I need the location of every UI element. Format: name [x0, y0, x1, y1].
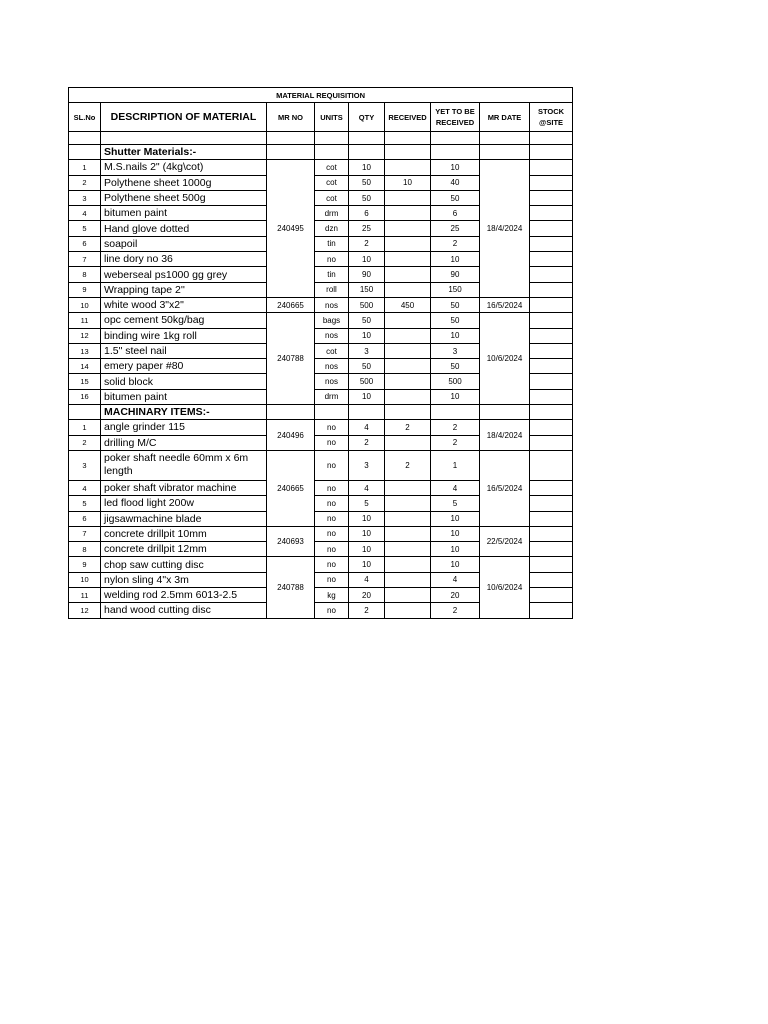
units-cell: no — [315, 450, 349, 480]
sl-cell: 9 — [69, 557, 101, 572]
machinery-section-row — [69, 405, 573, 420]
received-cell — [385, 542, 431, 557]
units-cell: drm — [315, 389, 349, 404]
yet-to-be-received-cell: 50 — [431, 190, 480, 205]
units-cell: no — [315, 511, 349, 526]
description-cell: Hand glove dotted — [101, 221, 267, 236]
qty-cell: 5 — [349, 496, 385, 511]
received-cell — [385, 267, 431, 282]
section-blank-cell — [267, 145, 315, 160]
stock-cell — [530, 572, 573, 587]
received-cell: 450 — [385, 297, 431, 312]
yet-to-be-received-cell: 40 — [431, 175, 480, 190]
qty-cell: 10 — [349, 542, 385, 557]
yet-to-be-received-cell: 10 — [431, 252, 480, 267]
mr-no-cell: 240788 — [267, 313, 315, 405]
yet-to-be-received-cell: 3 — [431, 343, 480, 358]
sl-cell: 16 — [69, 389, 101, 404]
stock-cell — [530, 511, 573, 526]
received-cell — [385, 206, 431, 221]
received-cell — [385, 389, 431, 404]
qty-cell: 10 — [349, 511, 385, 526]
yet-to-be-received-cell: 150 — [431, 282, 480, 297]
header-sl: SL.No — [69, 103, 101, 132]
stock-cell — [530, 420, 573, 435]
qty-cell: 2 — [349, 603, 385, 618]
units-cell: no — [315, 572, 349, 587]
mr-date-cell: 18/4/2024 — [480, 420, 530, 451]
qty-cell: 10 — [349, 328, 385, 343]
sl-cell: 7 — [69, 526, 101, 541]
received-cell — [385, 588, 431, 603]
qty-cell: 150 — [349, 282, 385, 297]
mr-no-cell: 240665 — [267, 450, 315, 526]
units-cell: nos — [315, 359, 349, 374]
units-cell: no — [315, 557, 349, 572]
qty-cell: 10 — [349, 526, 385, 541]
description-cell: jigsawmachine blade — [101, 511, 267, 526]
units-cell: nos — [315, 374, 349, 389]
units-cell: nos — [315, 297, 349, 312]
mr-date-cell: 22/5/2024 — [480, 526, 530, 557]
description-cell: chop saw cutting disc — [101, 557, 267, 572]
units-cell: no — [315, 435, 349, 450]
sl-cell: 9 — [69, 282, 101, 297]
description-cell: bitumen paint — [101, 206, 267, 221]
units-cell: no — [315, 252, 349, 267]
table-row — [69, 313, 573, 328]
yet-to-be-received-cell: 2 — [431, 420, 480, 435]
mr-no-cell: 240496 — [267, 420, 315, 451]
description-cell: Polythene sheet 1000g — [101, 175, 267, 190]
sl-cell: 10 — [69, 297, 101, 312]
yet-to-be-received-cell: 4 — [431, 480, 480, 495]
description-cell: opc cement 50kg/bag — [101, 313, 267, 328]
qty-cell: 50 — [349, 313, 385, 328]
material-requisition-table — [68, 87, 573, 619]
units-cell: no — [315, 526, 349, 541]
table-row — [69, 297, 573, 312]
description-cell: M.S.nails 2" (4kg\cot) — [101, 160, 267, 175]
header-qty: QTY — [349, 103, 385, 132]
qty-cell: 6 — [349, 206, 385, 221]
sl-cell: 8 — [69, 542, 101, 557]
sl-cell: 3 — [69, 190, 101, 205]
section-blank-cell — [315, 145, 349, 160]
description-cell: line dory no 36 — [101, 252, 267, 267]
yet-to-be-received-cell: 10 — [431, 526, 480, 541]
table-row — [69, 420, 573, 435]
sl-cell: 15 — [69, 374, 101, 389]
stock-cell — [530, 389, 573, 404]
qty-cell: 50 — [349, 359, 385, 374]
yet-to-be-received-cell: 10 — [431, 389, 480, 404]
stock-cell — [530, 557, 573, 572]
description-cell: concrete drillpit 12mm — [101, 542, 267, 557]
sl-cell: 1 — [69, 160, 101, 175]
header-units: UNITS — [315, 103, 349, 132]
description-cell: soapoil — [101, 236, 267, 251]
yet-to-be-received-cell: 20 — [431, 588, 480, 603]
header-yet-to-be-received: YET TO BE RECEIVED — [431, 103, 480, 132]
section-sl-blank — [69, 405, 101, 420]
yet-to-be-received-cell: 2 — [431, 435, 480, 450]
received-cell — [385, 526, 431, 541]
mr-no-cell: 240665 — [267, 297, 315, 312]
qty-cell: 2 — [349, 435, 385, 450]
stock-cell — [530, 206, 573, 221]
stock-cell — [530, 297, 573, 312]
units-cell: no — [315, 542, 349, 557]
units-cell: nos — [315, 328, 349, 343]
received-cell — [385, 252, 431, 267]
section-blank-cell — [431, 145, 480, 160]
description-cell: poker shaft needle 60mm x 6m length — [101, 450, 267, 480]
yet-to-be-received-cell: 10 — [431, 160, 480, 175]
stock-cell — [530, 343, 573, 358]
qty-cell: 3 — [349, 450, 385, 480]
stock-cell — [530, 450, 573, 480]
qty-cell: 25 — [349, 221, 385, 236]
yet-to-be-received-cell: 25 — [431, 221, 480, 236]
sl-cell: 7 — [69, 252, 101, 267]
units-cell: no — [315, 496, 349, 511]
units-cell: cot — [315, 343, 349, 358]
received-cell — [385, 603, 431, 618]
received-cell — [385, 480, 431, 495]
sl-cell: 10 — [69, 572, 101, 587]
section-blank-cell — [315, 405, 349, 420]
qty-cell: 10 — [349, 389, 385, 404]
stock-cell — [530, 359, 573, 374]
sl-cell: 8 — [69, 267, 101, 282]
shutter-section-row — [69, 145, 573, 160]
yet-to-be-received-cell: 10 — [431, 511, 480, 526]
units-cell: no — [315, 480, 349, 495]
qty-cell: 50 — [349, 190, 385, 205]
section-blank-cell — [530, 405, 573, 420]
table-row — [69, 557, 573, 572]
shutter-section-label: Shutter Materials:- — [101, 145, 267, 160]
qty-cell: 10 — [349, 160, 385, 175]
yet-to-be-received-cell: 50 — [431, 313, 480, 328]
machinery-section-label: MACHINARY ITEMS:- — [101, 405, 267, 420]
sheet-title: MATERIAL REQUISITION — [69, 88, 573, 103]
mr-date-cell: 10/6/2024 — [480, 313, 530, 405]
received-cell — [385, 160, 431, 175]
title-row — [69, 88, 573, 103]
qty-cell: 20 — [349, 588, 385, 603]
received-cell — [385, 572, 431, 587]
units-cell: cot — [315, 175, 349, 190]
description-cell: Polythene sheet 500g — [101, 190, 267, 205]
qty-cell: 2 — [349, 236, 385, 251]
qty-cell: 3 — [349, 343, 385, 358]
received-cell — [385, 359, 431, 374]
qty-cell: 10 — [349, 557, 385, 572]
units-cell: tin — [315, 236, 349, 251]
units-cell: kg — [315, 588, 349, 603]
description-cell: bitumen paint — [101, 389, 267, 404]
units-cell: roll — [315, 282, 349, 297]
qty-cell: 10 — [349, 252, 385, 267]
stock-cell — [530, 160, 573, 175]
received-cell — [385, 190, 431, 205]
section-blank-cell — [530, 145, 573, 160]
stock-cell — [530, 480, 573, 495]
sl-cell: 2 — [69, 175, 101, 190]
description-cell: 1.5" steel nail — [101, 343, 267, 358]
units-cell: bags — [315, 313, 349, 328]
table-row — [69, 450, 573, 480]
stock-cell — [530, 267, 573, 282]
description-cell: emery paper #80 — [101, 359, 267, 374]
description-cell: binding wire 1kg roll — [101, 328, 267, 343]
section-blank-cell — [385, 405, 431, 420]
stock-cell — [530, 526, 573, 541]
received-cell — [385, 496, 431, 511]
section-blank-cell — [431, 405, 480, 420]
qty-cell: 50 — [349, 175, 385, 190]
table-row — [69, 160, 573, 175]
stock-cell — [530, 190, 573, 205]
section-sl-blank — [69, 145, 101, 160]
sl-cell: 12 — [69, 328, 101, 343]
stock-cell — [530, 435, 573, 450]
header-received: RECEIVED — [385, 103, 431, 132]
received-cell — [385, 557, 431, 572]
mr-date-cell: 10/6/2024 — [480, 557, 530, 618]
received-cell — [385, 511, 431, 526]
description-cell: nylon sling 4"x 3m — [101, 572, 267, 587]
stock-cell — [530, 282, 573, 297]
yet-to-be-received-cell: 50 — [431, 297, 480, 312]
description-cell: concrete drillpit 10mm — [101, 526, 267, 541]
yet-to-be-received-cell: 5 — [431, 496, 480, 511]
sl-cell: 5 — [69, 496, 101, 511]
received-cell — [385, 282, 431, 297]
header-mr-date: MR DATE — [480, 103, 530, 132]
received-cell: 2 — [385, 450, 431, 480]
mr-no-cell: 240495 — [267, 160, 315, 298]
section-blank-cell — [480, 405, 530, 420]
yet-to-be-received-cell: 10 — [431, 557, 480, 572]
sl-cell: 1 — [69, 420, 101, 435]
sl-cell: 5 — [69, 221, 101, 236]
yet-to-be-received-cell: 6 — [431, 206, 480, 221]
description-cell: hand wood cutting disc — [101, 603, 267, 618]
stock-cell — [530, 496, 573, 511]
stock-cell — [530, 313, 573, 328]
qty-cell: 4 — [349, 480, 385, 495]
yet-to-be-received-cell: 10 — [431, 328, 480, 343]
description-cell: weberseal ps1000 gg grey — [101, 267, 267, 282]
header-row — [69, 103, 573, 132]
mr-no-cell: 240788 — [267, 557, 315, 618]
stock-cell — [530, 236, 573, 251]
header-mr-no: MR NO — [267, 103, 315, 132]
received-cell — [385, 221, 431, 236]
sl-cell: 3 — [69, 450, 101, 480]
received-cell — [385, 374, 431, 389]
section-blank-cell — [349, 405, 385, 420]
description-cell: angle grinder 115 — [101, 420, 267, 435]
yet-to-be-received-cell: 2 — [431, 603, 480, 618]
header-description: DESCRIPTION OF MATERIAL — [101, 103, 267, 132]
stock-cell — [530, 542, 573, 557]
yet-to-be-received-cell: 1 — [431, 450, 480, 480]
sl-cell: 11 — [69, 313, 101, 328]
yet-to-be-received-cell: 10 — [431, 542, 480, 557]
description-cell: welding rod 2.5mm 6013-2.5 — [101, 588, 267, 603]
sl-cell: 6 — [69, 236, 101, 251]
mr-date-cell: 16/5/2024 — [480, 297, 530, 312]
mr-date-cell: 16/5/2024 — [480, 450, 530, 526]
section-blank-cell — [385, 145, 431, 160]
description-cell: led flood light 200w — [101, 496, 267, 511]
yet-to-be-received-cell: 90 — [431, 267, 480, 282]
description-cell: drilling M/C — [101, 435, 267, 450]
stock-cell — [530, 603, 573, 618]
description-cell: solid block — [101, 374, 267, 389]
mr-date-cell: 18/4/2024 — [480, 160, 530, 298]
sl-cell: 2 — [69, 435, 101, 450]
received-cell: 2 — [385, 420, 431, 435]
qty-cell: 90 — [349, 267, 385, 282]
sl-cell: 6 — [69, 511, 101, 526]
description-cell: poker shaft vibrator machine — [101, 480, 267, 495]
units-cell: drm — [315, 206, 349, 221]
header-stock: STOCK @SITE — [530, 103, 573, 132]
yet-to-be-received-cell: 500 — [431, 374, 480, 389]
received-cell: 10 — [385, 175, 431, 190]
units-cell: no — [315, 420, 349, 435]
stock-cell — [530, 252, 573, 267]
sl-cell: 11 — [69, 588, 101, 603]
qty-cell: 4 — [349, 572, 385, 587]
received-cell — [385, 313, 431, 328]
units-cell: no — [315, 603, 349, 618]
stock-cell — [530, 588, 573, 603]
section-blank-cell — [480, 145, 530, 160]
blank-row — [69, 132, 573, 145]
qty-cell: 500 — [349, 374, 385, 389]
units-cell: tin — [315, 267, 349, 282]
stock-cell — [530, 374, 573, 389]
section-blank-cell — [267, 405, 315, 420]
sl-cell: 4 — [69, 480, 101, 495]
qty-cell: 500 — [349, 297, 385, 312]
table-row — [69, 526, 573, 541]
mr-no-cell: 240693 — [267, 526, 315, 557]
description-cell: white wood 3"x2" — [101, 297, 267, 312]
units-cell: cot — [315, 160, 349, 175]
received-cell — [385, 328, 431, 343]
description-cell: Wrapping tape 2'' — [101, 282, 267, 297]
section-blank-cell — [349, 145, 385, 160]
units-cell: cot — [315, 190, 349, 205]
received-cell — [385, 435, 431, 450]
qty-cell: 4 — [349, 420, 385, 435]
yet-to-be-received-cell: 2 — [431, 236, 480, 251]
yet-to-be-received-cell: 4 — [431, 572, 480, 587]
yet-to-be-received-cell: 50 — [431, 359, 480, 374]
received-cell — [385, 236, 431, 251]
sl-cell: 13 — [69, 343, 101, 358]
received-cell — [385, 343, 431, 358]
sl-cell: 14 — [69, 359, 101, 374]
sl-cell: 12 — [69, 603, 101, 618]
stock-cell — [530, 175, 573, 190]
stock-cell — [530, 221, 573, 236]
sl-cell: 4 — [69, 206, 101, 221]
stock-cell — [530, 328, 573, 343]
units-cell: dzn — [315, 221, 349, 236]
